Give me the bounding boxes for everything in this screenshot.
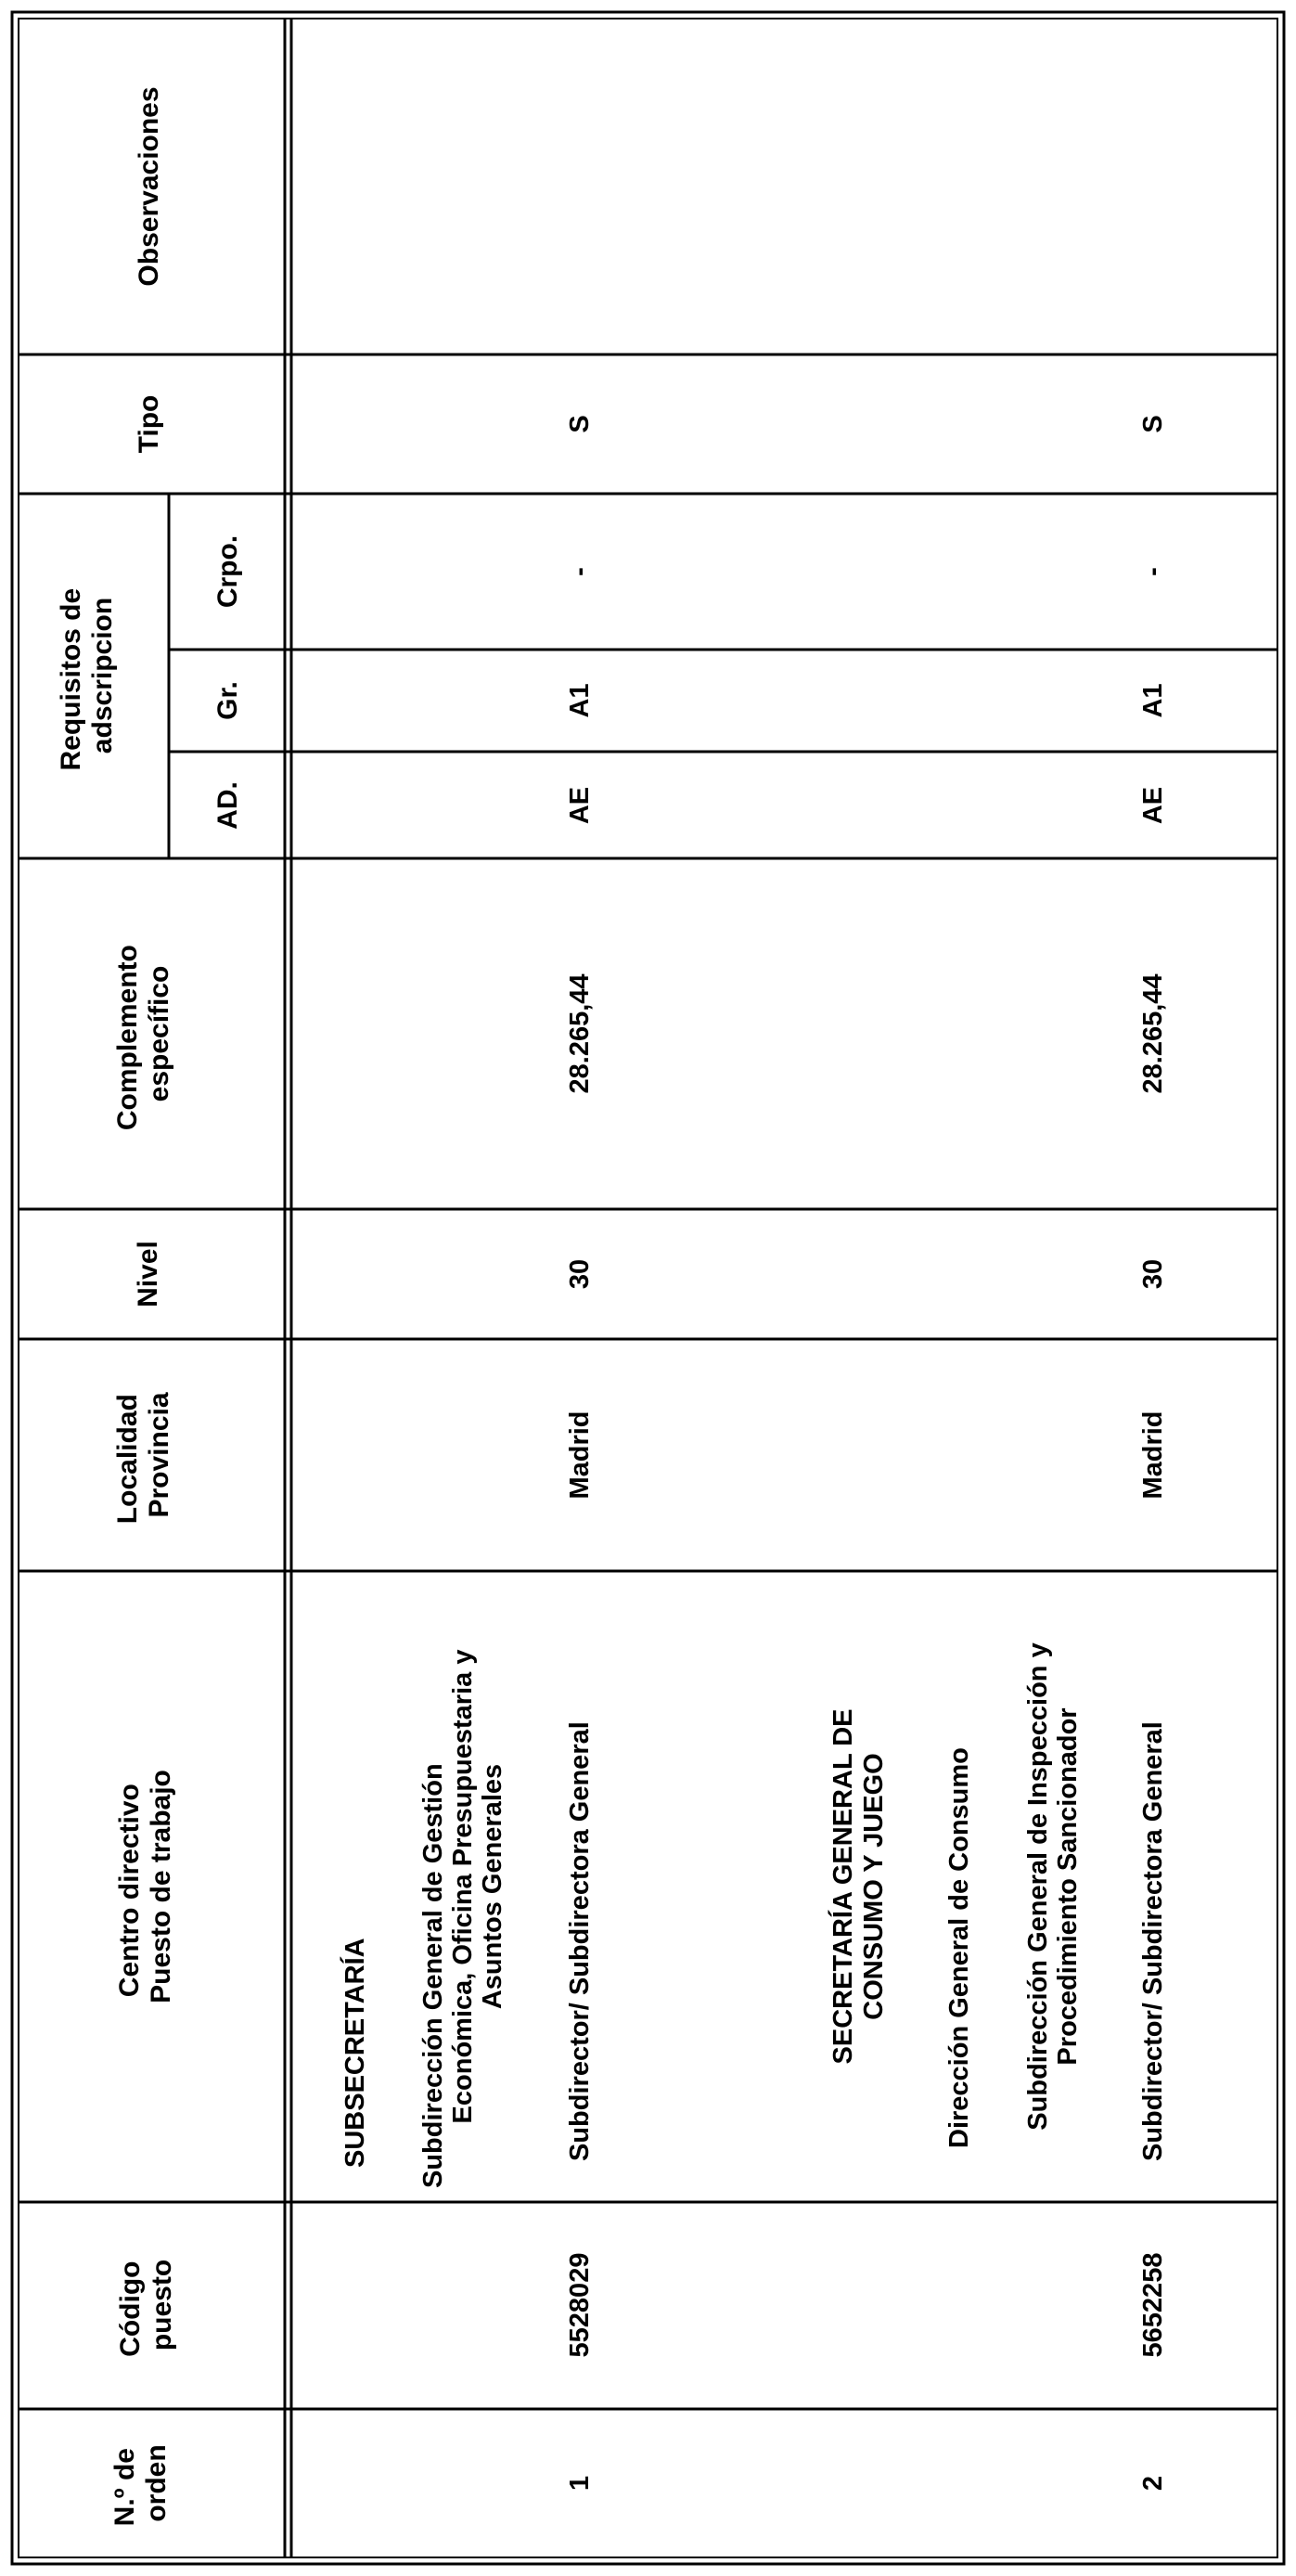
row1-complemento: 28.265,44 <box>565 973 595 1094</box>
row2-direccion: Dirección General de Consumo <box>944 1747 974 2148</box>
row2-centro-heading-1: SECRETARÍA GENERAL DE <box>828 1708 858 2065</box>
row2-orden: 2 <box>1138 2475 1168 2492</box>
row1-nivel: 30 <box>565 1258 595 1290</box>
row2-tipo: S <box>1138 415 1168 433</box>
header-codigo: Código puesto <box>115 2259 177 2357</box>
row1-centro-sub: Subdirección General de Gestión <box>418 1763 448 2188</box>
header-gr: Gr. <box>212 681 243 720</box>
header-localidad: Localidad Provincia <box>112 1392 174 1525</box>
header-nivel: Nivel <box>133 1241 163 1307</box>
row1-gr: A1 <box>565 683 595 718</box>
row1-localidad: Madrid <box>565 1410 595 1500</box>
header-orden: N.º de orden <box>109 2444 172 2527</box>
header-ad: AD. <box>212 781 243 830</box>
row1-centro-sub-2: Económica, Oficina Presupuestaria y <box>448 1649 478 2124</box>
row2-nivel: 30 <box>1138 1258 1168 1290</box>
row1-orden: 1 <box>565 2475 595 2492</box>
row1-ad: AE <box>565 786 595 825</box>
row1-centro-sub-3: Asuntos Generales <box>478 1763 507 2010</box>
row2-centro-heading-2: CONSUMO Y JUEGO <box>859 1753 889 2020</box>
outer-border <box>12 12 1284 2564</box>
row2-centro-sub-1: Subdirección General de Inspección y <box>1023 1642 1053 2131</box>
row2-centro-sub-2: Procedimiento Sancionador <box>1053 1707 1083 2066</box>
row2-gr: A1 <box>1138 683 1168 718</box>
header-complemento: Complemento específico <box>112 945 174 1131</box>
header-tipo: Tipo <box>134 394 164 454</box>
header-requisitos: Requisitos de adscripcion <box>56 587 118 771</box>
row2-ad: AE <box>1138 786 1168 825</box>
row1-crpo: - <box>565 567 595 576</box>
row2-complemento: 28.265,44 <box>1138 973 1168 1094</box>
row2-codigo: 5652258 <box>1138 2252 1168 2358</box>
header-observaciones: Observaciones <box>134 86 164 287</box>
row2-puesto: Subdirector/ Subdirectora General <box>1138 1721 1168 2161</box>
row1-puesto: Subdirector/ Subdirectora General <box>565 1721 595 2161</box>
row1-codigo: 5528029 <box>565 2252 595 2358</box>
row1-tipo: S <box>565 415 595 433</box>
row1-centro-heading: SUBSECRETARÍA <box>340 1938 370 2168</box>
header-centro: Centro directivo Puesto de trabajo <box>114 1770 176 2003</box>
row2-crpo: - <box>1138 567 1168 576</box>
header-crpo: Crpo. <box>212 535 243 609</box>
row2-localidad: Madrid <box>1138 1410 1168 1500</box>
inner-border <box>19 19 1277 2557</box>
